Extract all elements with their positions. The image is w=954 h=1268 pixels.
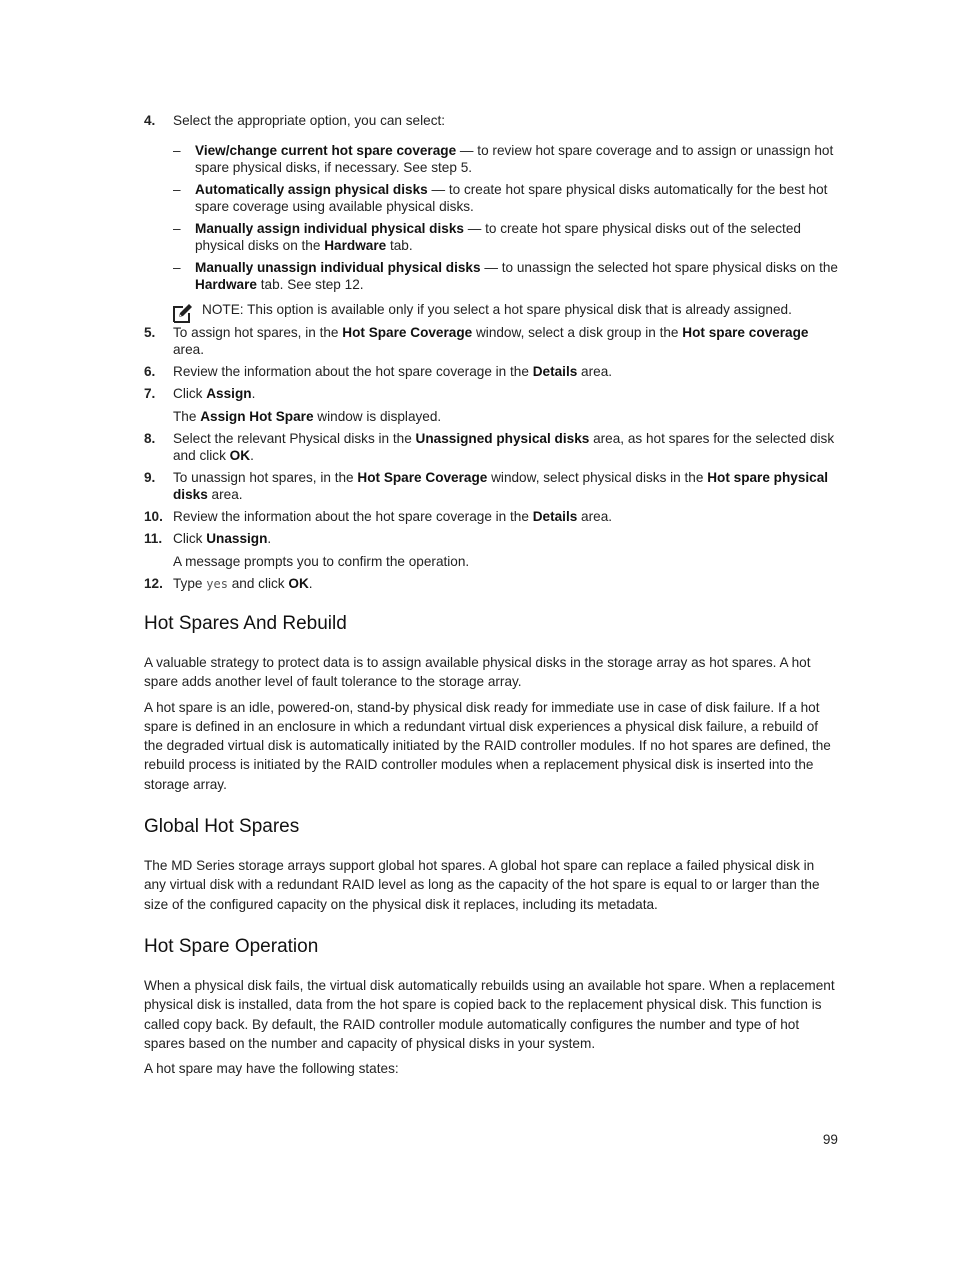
step-number: 4. [144,113,156,128]
step-text [173,575,838,593]
step-text [173,324,838,358]
note-label: NOTE: [202,302,244,317]
option-description: — to review hot spare coverage and to assign or unassign hot spare physical disks, if necessary. See step 5. [195,143,834,175]
ui-term: Assign Hot Spare [200,409,314,424]
step-number: 7. [144,386,156,401]
text-run: window, select a disk group in the [472,325,683,340]
text-run: Click [173,531,207,546]
ui-term: Hot Spare Coverage [357,470,488,485]
text-run: area. [577,509,613,524]
step-result: A message prompts you to confirm the operation. [173,554,470,569]
text-run: and click [227,576,289,591]
text-run: The [173,409,201,424]
step-text [173,385,838,402]
ui-term: Hardware [324,238,387,253]
step-number: 10. [144,509,163,524]
paragraph: A hot spare is an idle, powered-on, stand-by physical disk ready for immediate use in case of disk failure. If a hot spare is defined in an enclosure in which a redundant virtual disk experiences a physical disk failure, a rebuild of the degraded virtual disk is automatically initiated by the RAID controller modules. If no hot spares are defined, the rebuild process is initiated by the RAID controller modules when a replacement physical disk is inserted into the storage array. [144,699,831,792]
text-run: Select the relevant Physical disks in the [173,431,416,446]
ui-term: Hot spare physical disks [173,470,829,502]
ui-term: Details [532,364,578,379]
text-run: Review the information about the hot spare coverage in the [173,509,533,524]
step-number: 5. [144,325,156,340]
page-number: 99 [822,1132,838,1147]
step-9 [144,469,838,503]
text-run: area. [207,487,243,502]
step-number: 9. [144,470,156,485]
text-run: . [250,448,254,463]
section-heading: Hot Spare Operation [144,935,319,957]
ui-term: Unassign [206,531,268,546]
section-hot-spares-and-rebuild [144,612,838,794]
step-text [173,430,838,464]
text-run: Type [173,576,207,591]
step-4 [144,112,838,293]
paragraph: A hot spare may have the following states: [144,1061,399,1077]
paragraph: The MD Series storage arrays support global hot spares. A global hot spare can replace a failed physical disk in any virtual disk with a redundant RAID level as long as the capacity of the hot spare is equal to or larger than the size of the configured capacity on the physical disk it replaces, including its metadata. [144,858,820,912]
text-run: Click [173,386,207,401]
dash-marker: – [173,182,181,197]
ui-term: OK [229,448,251,463]
section-hot-spare-operation [144,935,838,1078]
ui-term: Hot Spare Coverage [342,325,473,340]
option-description: — to create hot spare physical disks automatically for the best hot spare coverage using available physical disks. [195,182,828,214]
option-list [173,142,838,293]
step-12 [144,575,838,593]
text-run: area, as hot spares for the selected disk and click [173,431,835,463]
text-run: window is displayed. [313,409,442,424]
ui-term: OK [288,576,309,591]
step-text [173,530,838,547]
text-run: area. [577,364,613,379]
step-number: 8. [144,431,156,446]
text-run: To unassign hot spares, in the [173,470,358,485]
section-global-hot-spares [144,815,838,914]
dash-marker: – [173,260,181,275]
dash-marker: – [173,143,181,158]
option-description: — to create hot spare physical disks out of the selected physical disks on the [195,221,801,253]
section-heading: Hot Spares And Rebuild [144,613,347,634]
option-description-end: tab. [386,238,413,253]
option-title: Automatically assign physical disks [195,182,428,197]
step-7 [144,385,838,425]
step-text: Select the appropriate option, you can select: [173,113,446,128]
step-11 [144,530,838,570]
text-run: To assign hot spares, in the [173,325,343,340]
step-8 [144,430,838,464]
step-number: 6. [144,364,156,379]
note-block [144,301,838,318]
paragraph: When a physical disk fails, the virtual disk automatically rebuilds using an available hot spare. When a replacement physical disk is installed, data from the hot spare is copied back to the replacement physical disk. This function is called copy back. By default, the RAID controller module automatically configures the number and type of hot spares based on the number and capacity of physical disks in your system. [144,977,835,1051]
text-run: window, select physical disks in the [487,470,708,485]
step-text [173,508,838,525]
text-run: . [308,576,313,591]
step-6 [144,363,838,380]
text-run: . [267,531,272,546]
option-description-end: tab. See step 12. [256,277,364,292]
option-item [173,259,838,293]
step-text [173,363,838,380]
ui-term: Hardware [195,277,257,292]
option-title: Manually assign individual physical disks [195,221,464,236]
ui-term: Hot spare coverage [682,325,809,340]
step-5 [144,324,838,358]
page-content [144,112,838,1084]
option-item [173,181,838,215]
note-pencil-icon [173,303,193,323]
step-number: 12. [144,576,163,591]
option-title: Manually unassign individual physical disks [195,260,481,275]
note-text: This option is available only if you select a hot spare physical disk that is already assigned. [243,302,792,317]
paragraph: A valuable strategy to protect data is to assign available physical disks in the storage array as hot spares. A hot spare adds another level of fault tolerance to the storage array. [144,655,811,690]
text-run: . [251,386,256,401]
ui-term: Assign [206,386,252,401]
step-10 [144,508,838,525]
section-heading: Global Hot Spares [144,816,300,838]
option-title: View/change current hot spare coverage [195,143,457,158]
code-snippet: yes [206,577,228,591]
option-description: — to unassign the selected hot spare physical disks on the [480,260,838,275]
step-number: 11. [144,531,163,546]
option-item [173,142,838,176]
ui-term: Details [532,509,578,524]
ui-term: Unassigned physical disks [415,431,590,446]
text-run: Review the information about the hot spare coverage in the [173,364,533,379]
step-result [173,408,838,425]
step-text [173,469,838,503]
option-item [173,220,838,254]
dash-marker: – [173,221,181,236]
text-run: area. [173,342,204,357]
